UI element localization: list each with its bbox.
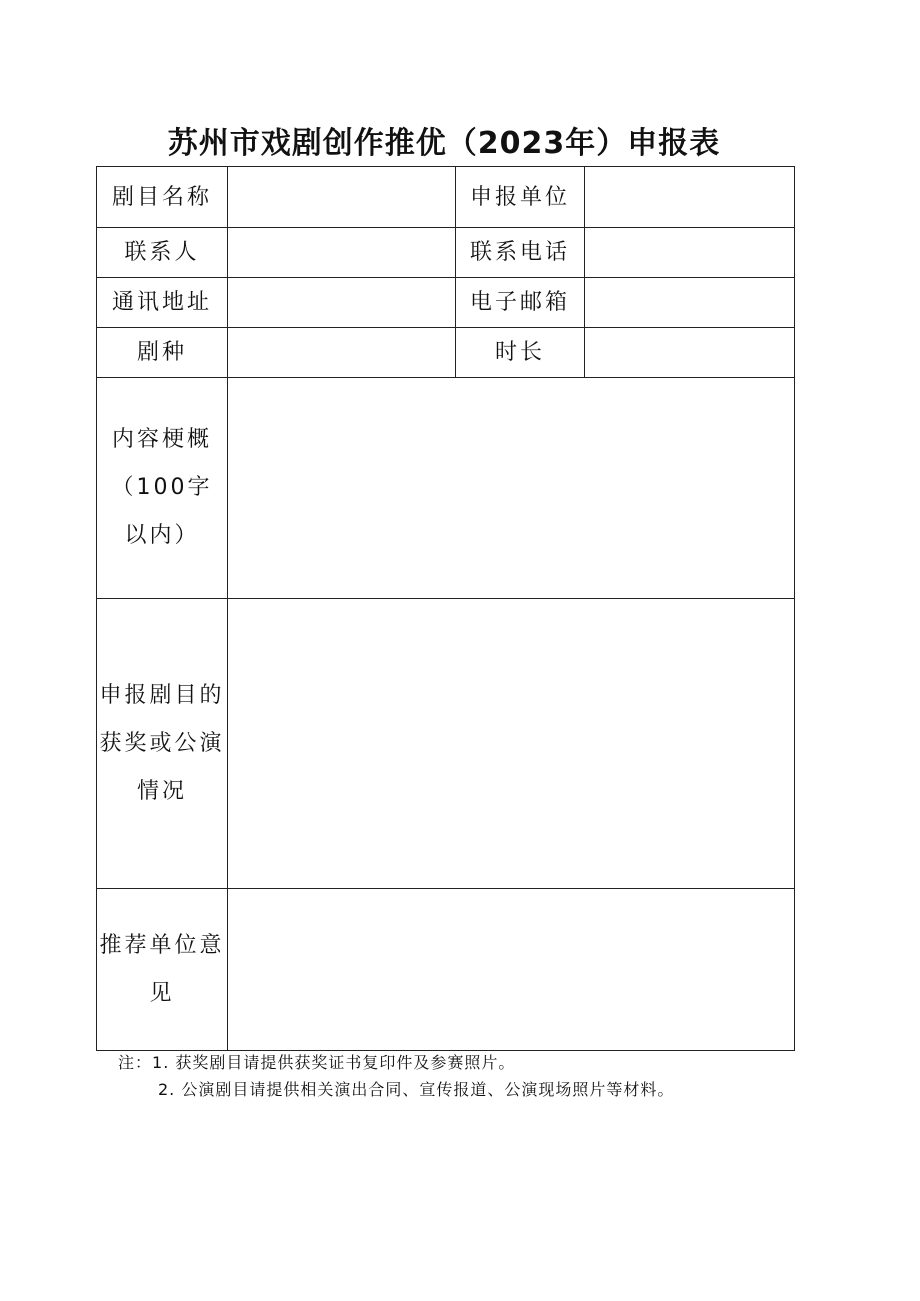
form-row-genre bbox=[97, 328, 795, 378]
note-item-1: 1. 获奖剧目请提供获奖证书复印件及参赛照片。 bbox=[152, 1053, 516, 1072]
note-line-1 bbox=[118, 1049, 674, 1076]
application-form-table bbox=[96, 166, 795, 1051]
field-genre[interactable] bbox=[228, 328, 456, 378]
note-item-2: 2. 公演剧目请提供相关演出合同、宣传报道、公演现场照片等材料。 bbox=[158, 1080, 675, 1099]
form-row-awards bbox=[97, 599, 795, 889]
label-contact-phone: 联系电话 bbox=[456, 228, 585, 278]
form-row-title-unit bbox=[97, 167, 795, 228]
label-genre: 剧种 bbox=[97, 328, 228, 378]
form-row-recommendation bbox=[97, 889, 795, 1051]
field-play-name[interactable] bbox=[228, 167, 456, 228]
label-duration: 时长 bbox=[456, 328, 585, 378]
page-title: 苏州市戏剧创作推优（2023年）申报表 bbox=[167, 126, 721, 161]
field-mailing-address[interactable] bbox=[228, 278, 456, 328]
label-mailing-address: 通讯地址 bbox=[97, 278, 228, 328]
label-play-name: 剧目名称 bbox=[97, 167, 228, 228]
label-recommendation bbox=[97, 889, 228, 1051]
field-contact-phone[interactable] bbox=[585, 228, 795, 278]
label-contact-person: 联系人 bbox=[97, 228, 228, 278]
label-synopsis-line3: 以内） bbox=[124, 523, 200, 548]
field-contact-person[interactable] bbox=[228, 228, 456, 278]
form-row-address bbox=[97, 278, 795, 328]
label-awards bbox=[97, 599, 228, 889]
field-applicant-unit[interactable] bbox=[585, 167, 795, 228]
field-awards[interactable] bbox=[228, 599, 795, 889]
field-synopsis[interactable] bbox=[228, 378, 795, 599]
field-duration[interactable] bbox=[585, 328, 795, 378]
label-recommendation-line2: 见 bbox=[149, 980, 175, 1006]
field-recommendation[interactable] bbox=[228, 889, 795, 1051]
notes bbox=[118, 1049, 674, 1103]
label-recommendation-line1: 推荐单位意 bbox=[99, 932, 225, 958]
note-prefix: 注： bbox=[118, 1053, 153, 1072]
field-email[interactable] bbox=[585, 278, 795, 328]
label-applicant-unit: 申报单位 bbox=[456, 167, 585, 228]
label-synopsis-line2: （100字 bbox=[111, 475, 213, 500]
label-awards-line2: 获奖或公演 bbox=[99, 730, 225, 756]
label-synopsis bbox=[97, 378, 228, 599]
label-awards-line1: 申报剧目的 bbox=[99, 682, 225, 708]
label-synopsis-line1: 内容梗概 bbox=[111, 427, 212, 452]
form-row-synopsis bbox=[97, 378, 795, 599]
form-row-contact bbox=[97, 228, 795, 278]
label-email: 电子邮箱 bbox=[456, 278, 585, 328]
label-awards-line3: 情况 bbox=[136, 778, 187, 804]
